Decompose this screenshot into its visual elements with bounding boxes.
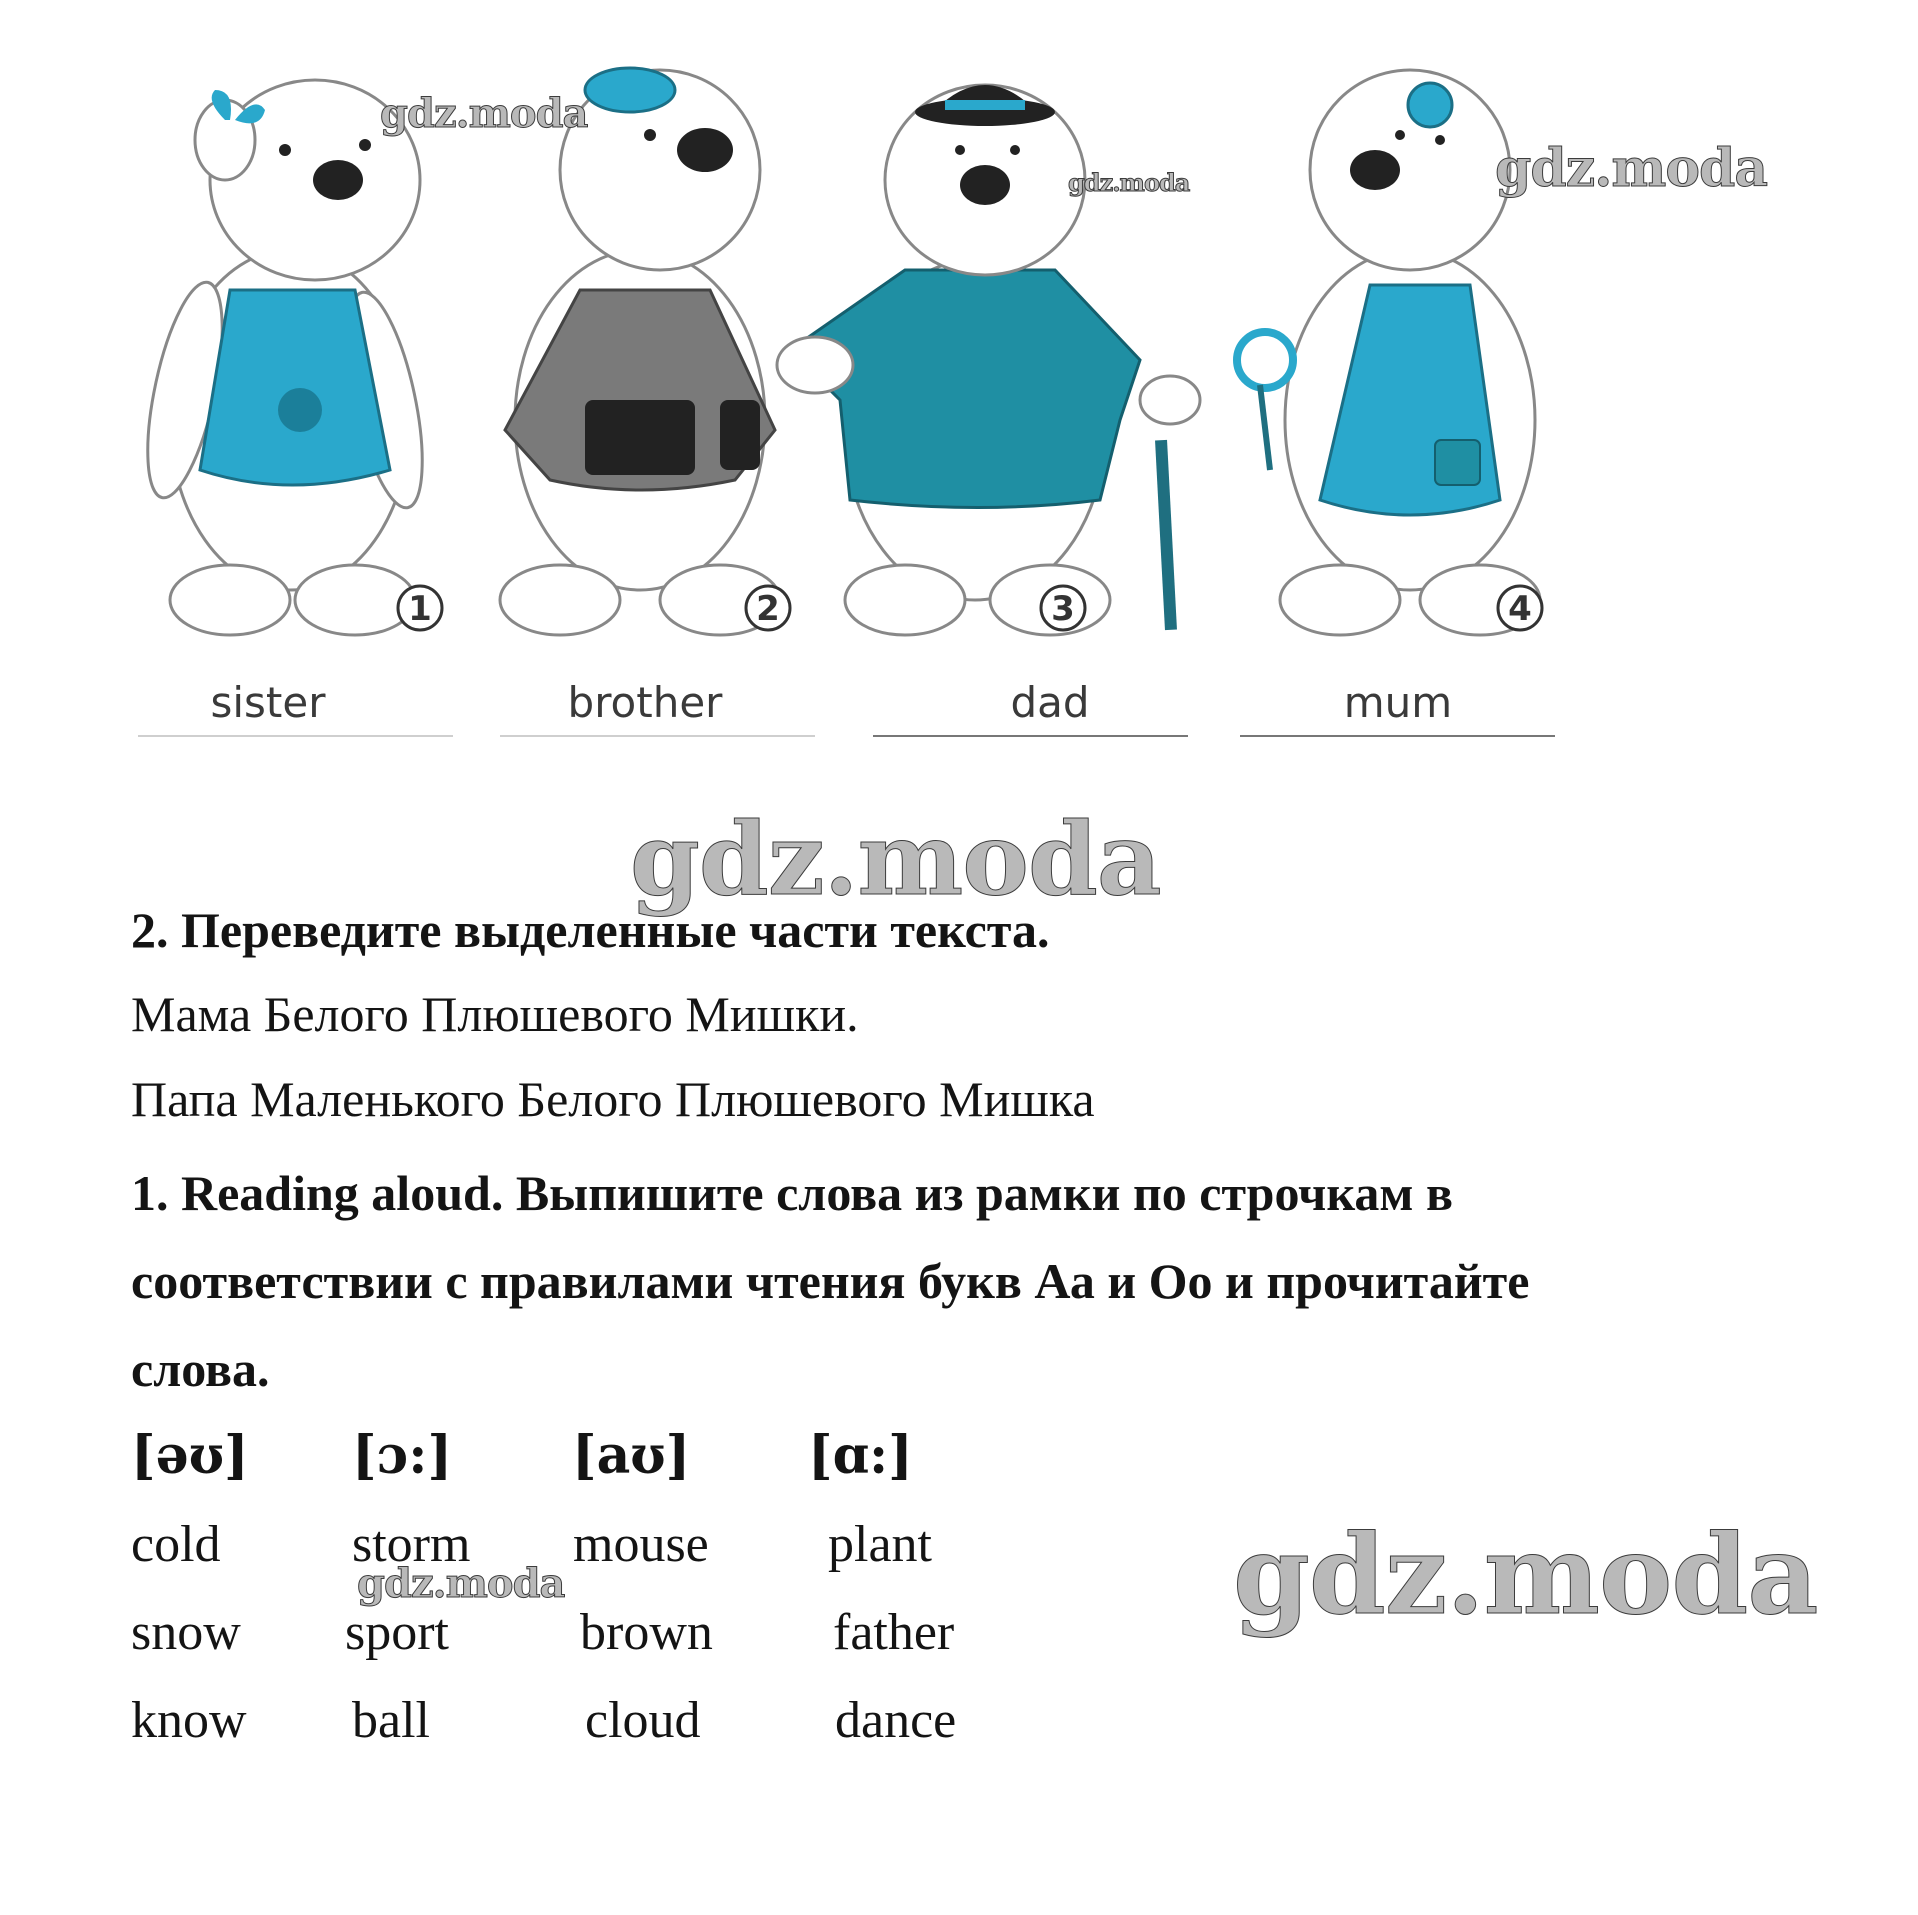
word-cell: know: [131, 1692, 247, 1749]
underline-1: [138, 735, 453, 737]
label-dad: dad: [1010, 678, 1090, 727]
label-sister: sister: [210, 678, 326, 727]
word-cell: brown: [580, 1604, 713, 1661]
word-cell: sport: [345, 1604, 449, 1661]
phonetic-header: [ɑ:]: [808, 1425, 913, 1486]
label-mum: mum: [1343, 678, 1453, 727]
label-brother: brother: [567, 678, 723, 727]
badge-1: 1: [408, 589, 432, 629]
phonetic-header: [ɔ:]: [352, 1425, 453, 1486]
badge-2: 2: [756, 589, 780, 629]
watermark: gdz.moda: [1068, 168, 1190, 197]
badge-4: 4: [1508, 589, 1532, 629]
word-cell: cloud: [585, 1692, 701, 1749]
watermark: gdz.moda: [357, 1560, 565, 1607]
task1-heading-line-1: 1. Reading aloud. Выпишите слова из рамки по строчкам в: [131, 1165, 1453, 1221]
word-cell: dance: [835, 1692, 957, 1749]
watermark: gdz.moda: [630, 800, 1161, 918]
word-cell: snow: [131, 1604, 241, 1661]
underline-3: [873, 735, 1188, 737]
phonetic-header: [əʊ]: [131, 1425, 249, 1486]
watermark: gdz.moda: [1495, 138, 1768, 199]
word-cell: plant: [828, 1516, 932, 1573]
bear-brother: [500, 68, 780, 635]
word-cell: mouse: [573, 1516, 709, 1573]
word-cell: cold: [131, 1516, 221, 1573]
underline-4: [1240, 735, 1555, 737]
task1-heading-line-3: слова.: [131, 1341, 270, 1397]
task2-line-1: Мама Белого Плюшевого Мишки.: [131, 986, 859, 1042]
bear-sister: [133, 80, 437, 635]
phonetic-header: [aʊ]: [572, 1425, 691, 1486]
watermark: gdz.moda: [380, 90, 588, 137]
task2-line-2: Папа Маленького Белого Плюшевого Мишка: [131, 1071, 1095, 1127]
word-cell: storm: [352, 1516, 471, 1573]
bears-illustration: [0, 0, 1918, 760]
badge-3: 3: [1051, 589, 1075, 629]
underline-2: [500, 735, 815, 737]
word-cell: ball: [352, 1692, 430, 1749]
watermark: gdz.moda: [1233, 1510, 1818, 1639]
task2-heading: 2. Переведите выделенные части текста.: [131, 902, 1050, 958]
word-cell: father: [833, 1604, 955, 1661]
task1-heading-line-2: соответствии с правилами чтения букв Аа и Оо и прочитайте: [131, 1253, 1530, 1309]
